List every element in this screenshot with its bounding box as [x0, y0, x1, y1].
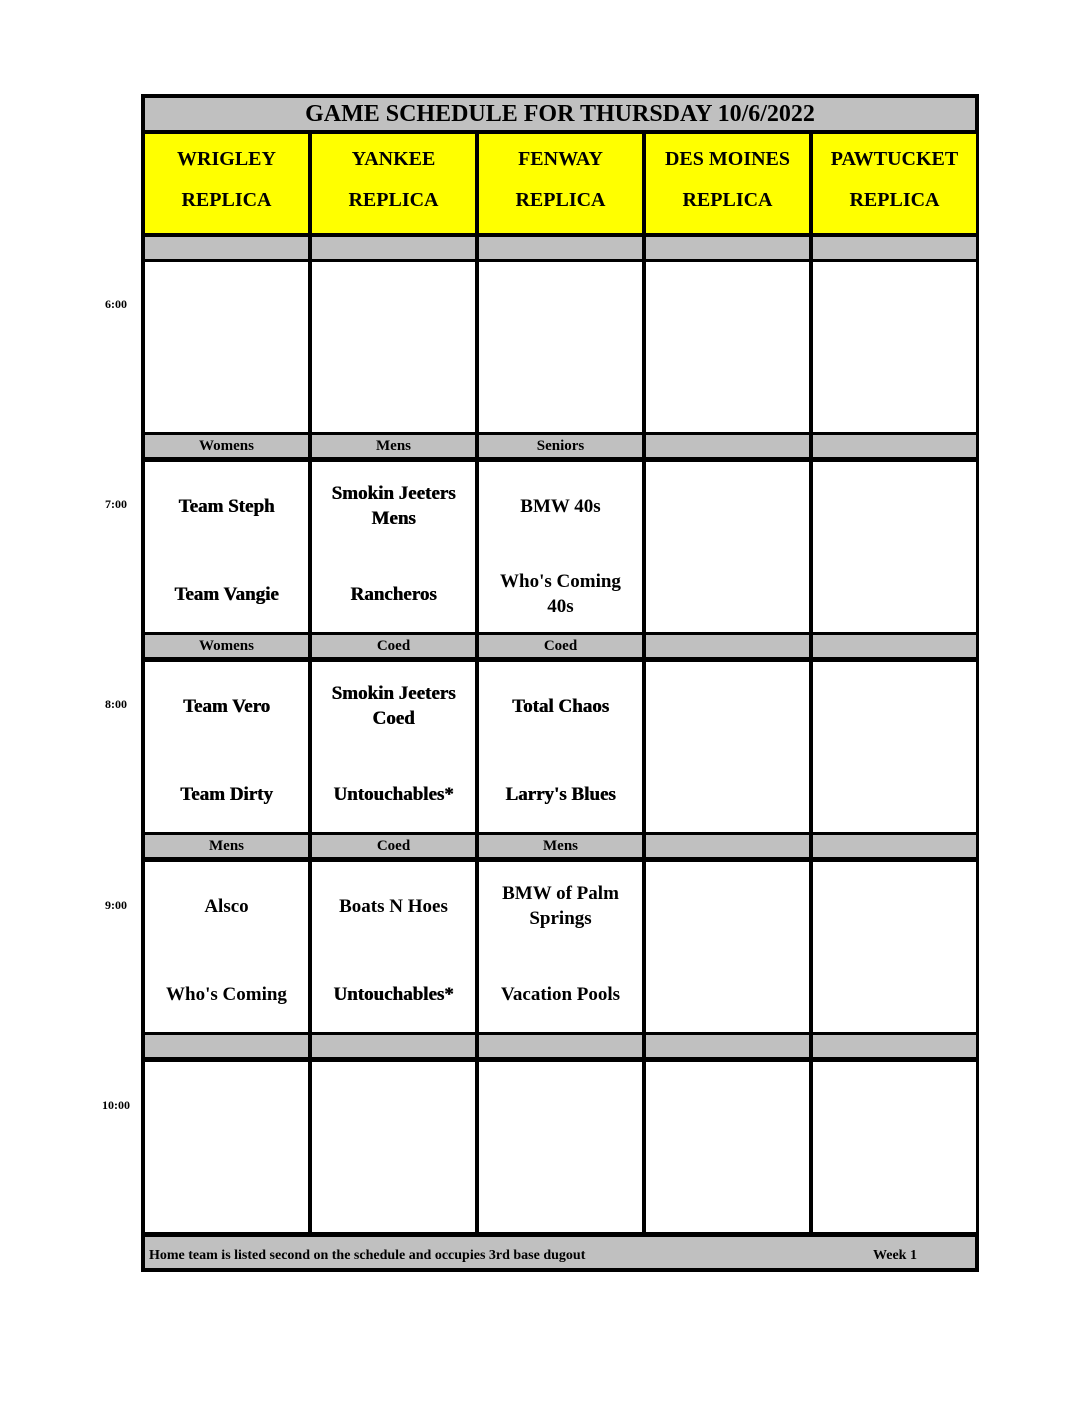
- division-label: [813, 1035, 976, 1057]
- home-team: Larry's Blues: [505, 784, 616, 805]
- away-team: BMW of Palm Springs: [502, 883, 619, 929]
- home-team: Team Dirty: [180, 784, 273, 805]
- home-team: Team Vangie: [174, 584, 279, 605]
- division-label: Seniors: [479, 435, 642, 457]
- venue-header: [312, 134, 475, 233]
- page-title: GAME SCHEDULE FOR THURSDAY 10/6/2022: [145, 98, 975, 130]
- home-team: Rancheros: [350, 584, 437, 605]
- game-cell: [479, 662, 642, 832]
- time-label: 8:00: [105, 697, 127, 711]
- home-team: Untouchables*: [333, 784, 454, 805]
- division-label: [479, 237, 642, 259]
- game-cell: [312, 1062, 475, 1232]
- game-cell: [813, 262, 976, 432]
- division-label: Mens: [479, 835, 642, 857]
- venue-name: DES MOINES: [664, 148, 791, 170]
- division-label: Mens: [145, 835, 308, 857]
- division-label: Womens: [145, 435, 308, 457]
- game-cell: [813, 1062, 976, 1232]
- game-cell: [145, 862, 308, 1032]
- venue-name: YANKEE: [351, 148, 436, 170]
- home-team: Who's Coming 40s: [500, 571, 621, 617]
- time-label: 6:00: [105, 297, 127, 311]
- game-cell: [312, 462, 475, 632]
- venue-header: [479, 134, 642, 233]
- game-cell: [813, 662, 976, 832]
- division-label: Womens: [145, 635, 308, 657]
- venue-subtitle: REPLICA: [181, 189, 272, 211]
- division-label: [813, 635, 976, 657]
- footer-bar: [145, 1237, 975, 1268]
- division-label: [145, 1035, 308, 1057]
- division-label: [646, 835, 809, 857]
- game-cell: [813, 462, 976, 632]
- venue-subtitle: REPLICA: [682, 189, 773, 211]
- game-cell: [145, 462, 308, 632]
- venue-name: PAWTUCKET: [830, 148, 959, 170]
- division-label: Coed: [312, 835, 475, 857]
- game-cell: [312, 662, 475, 832]
- game-cell: [479, 462, 642, 632]
- division-label: [312, 1035, 475, 1057]
- game-cell: [813, 862, 976, 1032]
- game-cell: [479, 1062, 642, 1232]
- division-label: [646, 435, 809, 457]
- game-cell: [145, 262, 308, 432]
- division-label: [145, 237, 308, 259]
- game-cell: [479, 862, 642, 1032]
- venue-subtitle: REPLICA: [348, 189, 439, 211]
- venue-header: [646, 134, 809, 233]
- time-label: 9:00: [105, 898, 127, 912]
- venue-header: [813, 134, 976, 233]
- division-label: [646, 635, 809, 657]
- game-cell: [145, 1062, 308, 1232]
- game-cell: [646, 862, 809, 1032]
- game-cell: [312, 262, 475, 432]
- division-label: [813, 435, 976, 457]
- footer-note: Home team is listed second on the schedule and occupies 3rd base dugout: [149, 1248, 586, 1263]
- division-label: [646, 1035, 809, 1057]
- time-label: 7:00: [105, 497, 127, 511]
- division-label: Coed: [312, 635, 475, 657]
- home-team: Who's Coming: [166, 984, 287, 1005]
- division-label: Coed: [479, 635, 642, 657]
- division-label: [479, 1035, 642, 1057]
- venue-subtitle: REPLICA: [515, 189, 606, 211]
- away-team: BMW 40s: [520, 496, 601, 517]
- away-team: Total Chaos: [512, 696, 609, 717]
- schedule-table: [141, 94, 979, 1272]
- game-cell: [646, 262, 809, 432]
- time-label: 10:00: [102, 1098, 130, 1112]
- division-label: [312, 237, 475, 259]
- away-team: Team Steph: [178, 496, 275, 517]
- week-label: Week 1: [873, 1248, 917, 1263]
- game-cell: [646, 462, 809, 632]
- away-team: Smokin Jeeters Mens: [331, 483, 456, 529]
- game-cell: [479, 262, 642, 432]
- venue-subtitle: REPLICA: [849, 189, 940, 211]
- division-label: [813, 237, 976, 259]
- venue-header: [145, 134, 308, 233]
- away-team: Smokin Jeeters Coed: [331, 683, 456, 729]
- venue-name: FENWAY: [518, 148, 603, 170]
- game-cell: [646, 1062, 809, 1232]
- division-label: [813, 835, 976, 857]
- home-team: Vacation Pools: [500, 984, 621, 1005]
- away-team: Team Vero: [182, 696, 271, 717]
- home-team: Untouchables*: [333, 984, 454, 1005]
- division-label: [646, 237, 809, 259]
- venue-name: WRIGLEY: [177, 148, 276, 170]
- game-cell: [646, 662, 809, 832]
- game-cell: [312, 862, 475, 1032]
- division-label: Mens: [312, 435, 475, 457]
- away-team: Boats N Hoes: [339, 896, 448, 917]
- away-team: Alsco: [204, 896, 249, 917]
- game-cell: [145, 662, 308, 832]
